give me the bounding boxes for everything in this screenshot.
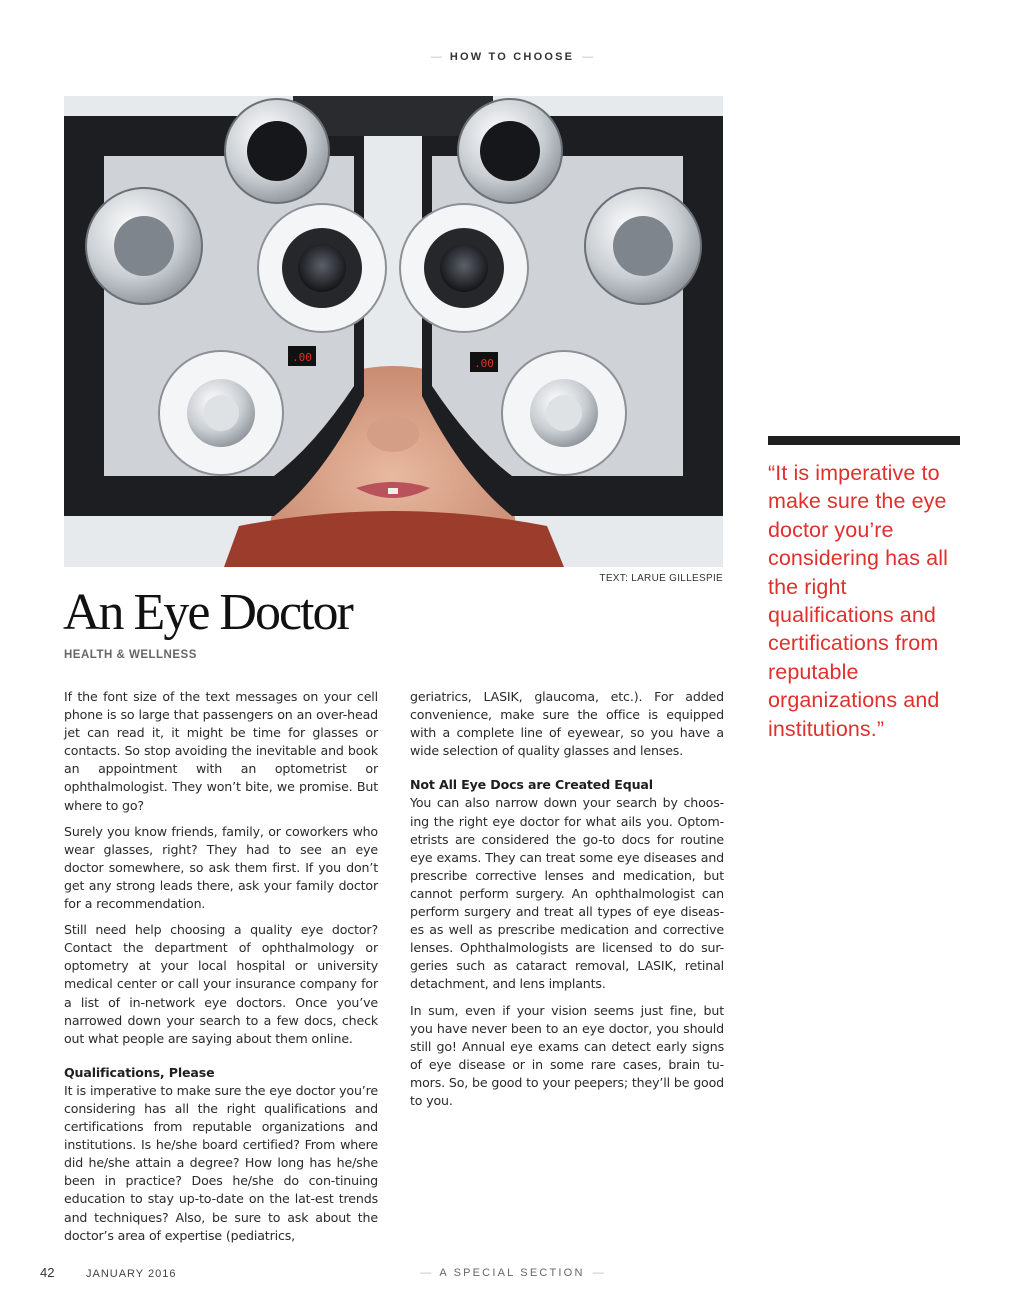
- page-number: 42: [40, 1265, 55, 1280]
- article-column-left: [64, 688, 378, 1253]
- subheading: Not All Eye Docs are Created Equal: [410, 777, 653, 793]
- footer-section: [0, 1267, 1024, 1279]
- phoropter-illustration: [64, 96, 723, 567]
- article-column-right: [410, 688, 724, 1118]
- left-lens: [298, 244, 346, 292]
- header-dash-right: —: [582, 51, 594, 63]
- issue-date: JANUARY 2016: [86, 1268, 177, 1280]
- pull-quote-bar: [768, 436, 960, 445]
- body-paragraph: If the font size of the text messages on your cell phone is so large that passengers on an over-head jet can read it, it might be time for glasses or contacts. So stop avoiding the inevitable and book an appointment with an optometrist or ophthalmologist. They won’t bite, we promise. But where to go?: [64, 689, 378, 813]
- subheading: Qualifications, Please: [64, 1064, 215, 1080]
- body-paragraph: It is imperative to make sure the eye doctor you’re considering has all the right qualifications and certifications from reputable organizations and institutions. Is he/she board certified? From where did he/she attain a degree? How long has he/she been in practice? Does he/she do con-tinuing education to stay up-to-date on the lat-est trends and techniques? Also, be sure to ask about the doctor’s area of expertise (pediatrics,: [64, 1082, 378, 1243]
- body-paragraph: geriatrics, LASIK, glaucoma, etc.). For added convenience, make sure the office is equipped with a complete line of eyewear, so you have a wide selection of quality glasses and lenses.: [410, 689, 724, 759]
- running-header: [0, 51, 1024, 63]
- pull-quote: “It is imperative to make sure the eye doctor you’re considering has all the right qualifications and certifications from reputable organizations and institutions.”: [768, 461, 948, 741]
- footer-dash-right: —: [592, 1267, 604, 1279]
- body-paragraph: Still need help choosing a quality eye doctor? Contact the department of ophthalmology or optometry at your local hospital or university medical center or call your insurance company for a list of in-network eye doctors. Once you’ve narrowed down your search to a few docs, check out what people are saying about them online.: [64, 922, 378, 1046]
- header-section-label: HOW TO CHOOSE: [449, 51, 575, 63]
- body-paragraph: Surely you know friends, family, or coworkers who wear glasses, right? They had to see an eye doctor somewhere, so ask them first. If you don’t get any strong leads there, ask your family doctor for a recommendation.: [64, 823, 378, 912]
- article-category: HEALTH & WELLNESS: [64, 649, 197, 661]
- right-lens: [440, 244, 488, 292]
- phoropter-photo: [64, 96, 723, 567]
- photo-credit: TEXT: LARUE GILLESPIE: [599, 573, 723, 584]
- footer-dash-left: —: [420, 1267, 432, 1279]
- body-paragraph: In sum, even if your vision seems just fine, but you have never been to an eye doctor, you should still go! Annual eye exams can detect early signs of eye disease or in some rare cases, brain tu-mors. So, be good to your peepers; they’ll be good to you.: [410, 1002, 724, 1108]
- header-dash-left: —: [430, 51, 442, 63]
- footer-section-label: A SPECIAL SECTION: [439, 1267, 585, 1279]
- right-readout-text: .00: [474, 357, 494, 370]
- left-readout-text: .00: [292, 351, 312, 364]
- body-paragraph: You can also narrow down your search by choos-ing the right eye doctor for what ails you. Optom-etrists are considered the go-to docs for routine eye exams. They can treat some eye diseases and prescribe corrective lenses and medication, but cannot perform surgery. An ophthalmologist can perform surgery and treat all types of eye diseas-es as well as prescribe medication and corrective lenses. Ophthalmologists are licensed to do sur-geries such as cataract removal, LASIK, retinal detachment, and lens implants.: [410, 795, 724, 992]
- article-title: An Eye Doctor: [63, 584, 352, 641]
